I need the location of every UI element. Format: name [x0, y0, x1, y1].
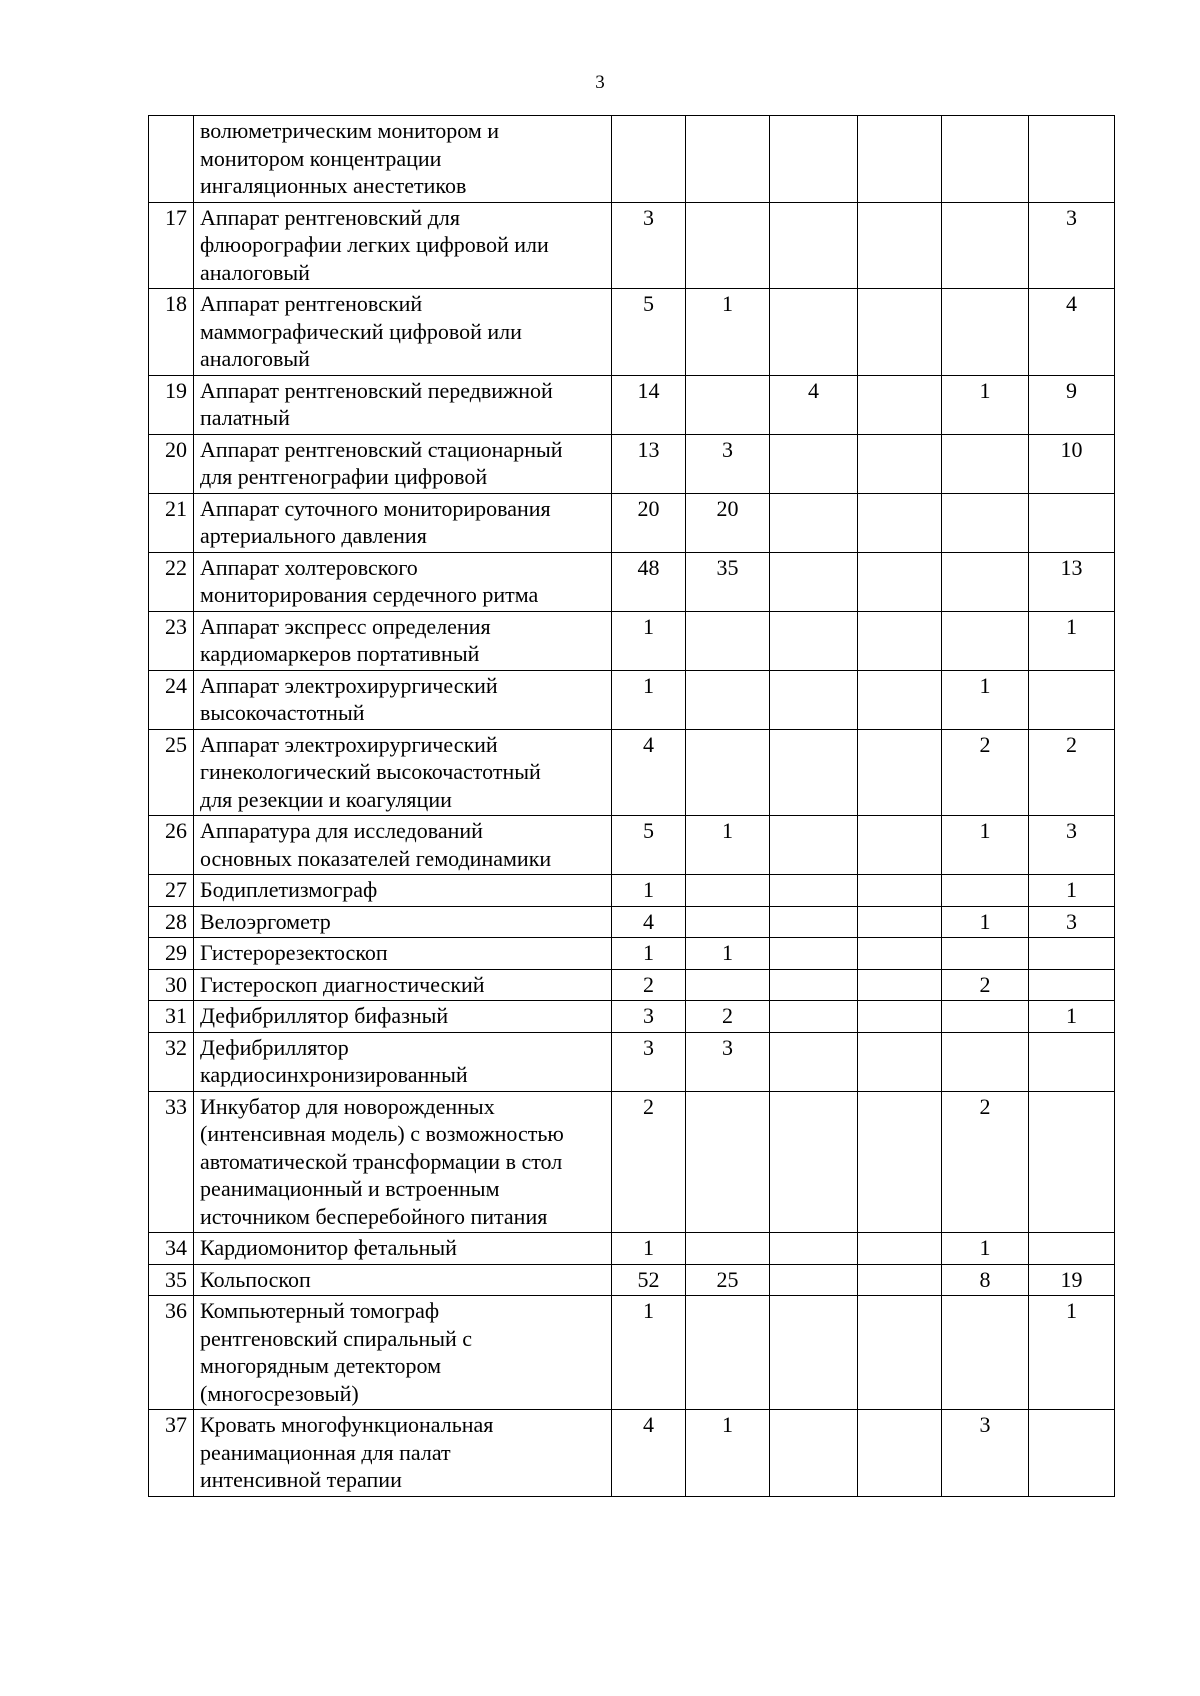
quantity-cell-col-6: 1 [1029, 1296, 1115, 1410]
quantity-cell-col-6: 3 [1029, 816, 1115, 875]
quantity-cell-col-6: 1 [1029, 875, 1115, 907]
equipment-name [194, 202, 612, 289]
quantity-cell-col-5: 1 [942, 1233, 1029, 1265]
row-number: 37 [149, 1410, 194, 1497]
equipment-name [194, 493, 612, 552]
quantity-cell-col-5 [942, 1032, 1029, 1091]
quantity-cell-col-6: 3 [1029, 202, 1115, 289]
table-row [149, 289, 1115, 376]
table-row [149, 552, 1115, 611]
quantity-cell-col-6: 10 [1029, 434, 1115, 493]
quantity-cell-col-1: 5 [612, 816, 686, 875]
row-number: 36 [149, 1296, 194, 1410]
quantity-cell-col-2: 25 [686, 1264, 770, 1296]
quantity-cell-col-4 [858, 116, 942, 203]
equipment-name [194, 1233, 612, 1265]
page-number: 3 [595, 72, 605, 93]
row-number: 25 [149, 729, 194, 816]
quantity-cell-col-1: 13 [612, 434, 686, 493]
row-number: 17 [149, 202, 194, 289]
equipment-name [194, 434, 612, 493]
quantity-cell-col-4 [858, 552, 942, 611]
quantity-cell-col-4 [858, 1296, 942, 1410]
quantity-cell-col-1: 1 [612, 611, 686, 670]
quantity-cell-col-2 [686, 1296, 770, 1410]
quantity-cell-col-1: 1 [612, 1296, 686, 1410]
equipment-name-line: Гистерорезектоскоп [200, 940, 388, 965]
equipment-name [194, 552, 612, 611]
quantity-cell-col-4 [858, 1233, 942, 1265]
quantity-cell-col-2 [686, 1233, 770, 1265]
quantity-cell-col-3 [770, 1296, 858, 1410]
quantity-cell-col-5 [942, 202, 1029, 289]
quantity-cell-col-1: 14 [612, 375, 686, 434]
quantity-cell-col-1: 1 [612, 875, 686, 907]
equipment-name-line: волюметрическим монитором и [200, 118, 500, 143]
quantity-cell-col-3 [770, 116, 858, 203]
equipment-name-line: Аппарат холтеровского [200, 554, 418, 580]
quantity-cell-col-3 [770, 1264, 858, 1296]
quantity-cell-col-1: 48 [612, 552, 686, 611]
quantity-cell-col-5 [942, 1296, 1029, 1410]
equipment-name-line: Кардиомонитор фетальный [200, 1235, 457, 1260]
row-number: 22 [149, 552, 194, 611]
quantity-cell-col-6: 1 [1029, 1001, 1115, 1033]
equipment-name-line: Велоэргометр [200, 908, 331, 934]
equipment-name-line: (многосрезовый) [200, 1380, 359, 1406]
quantity-cell-col-3 [770, 906, 858, 938]
quantity-cell-col-4 [858, 1032, 942, 1091]
equipment-name-line: интенсивной терапии [200, 1467, 402, 1492]
equipment-name [194, 1091, 612, 1233]
quantity-cell-col-5 [942, 611, 1029, 670]
equipment-name-line: Гистероскоп диагностический [200, 971, 485, 997]
table-row [149, 1091, 1115, 1233]
equipment-name [194, 289, 612, 376]
quantity-cell-col-1: 3 [612, 202, 686, 289]
equipment-name-line: Инкубатор для новорожденных [200, 1093, 495, 1119]
quantity-cell-col-3 [770, 289, 858, 376]
equipment-name-line: флюорографии легких цифровой или [200, 232, 549, 257]
equipment-name-line: (интенсивная модель) с возможностью [200, 1121, 564, 1146]
quantity-cell-col-4 [858, 938, 942, 970]
quantity-cell-col-1: 1 [612, 938, 686, 970]
quantity-cell-col-4 [858, 816, 942, 875]
equipment-name-line: многорядным детектором [200, 1353, 442, 1378]
quantity-cell-col-6: 13 [1029, 552, 1115, 611]
quantity-cell-col-3 [770, 1233, 858, 1265]
equipment-name-line: для резекции и коагуляции [200, 786, 452, 812]
equipment-name-line: ингаляционных анестетиков [200, 173, 467, 198]
quantity-cell-col-5 [942, 875, 1029, 907]
table-row [149, 1032, 1115, 1091]
quantity-cell-col-4 [858, 375, 942, 434]
row-number: 31 [149, 1001, 194, 1033]
equipment-name-line: высокочастотный [200, 700, 365, 725]
quantity-cell-col-6: 9 [1029, 375, 1115, 434]
equipment-name-line: реанимационная для палат [200, 1439, 451, 1465]
quantity-cell-col-3: 4 [770, 375, 858, 434]
equipment-name [194, 938, 612, 970]
quantity-cell-col-1: 1 [612, 1233, 686, 1265]
equipment-name-line: Аппарат электрохирургический [200, 672, 498, 698]
equipment-name [194, 906, 612, 938]
quantity-cell-col-5 [942, 116, 1029, 203]
quantity-cell-col-2 [686, 1091, 770, 1233]
equipment-name [194, 375, 612, 434]
row-number: 27 [149, 875, 194, 907]
row-number: 32 [149, 1032, 194, 1091]
quantity-cell-col-3 [770, 875, 858, 907]
quantity-cell-col-5: 1 [942, 670, 1029, 729]
quantity-cell-col-2: 1 [686, 816, 770, 875]
equipment-name-line: основных показателей гемодинамики [200, 845, 552, 871]
equipment-name [194, 729, 612, 816]
quantity-cell-col-1: 4 [612, 1410, 686, 1497]
quantity-cell-col-4 [858, 289, 942, 376]
table-row [149, 729, 1115, 816]
equipment-name [194, 1410, 612, 1497]
quantity-cell-col-3 [770, 969, 858, 1001]
quantity-cell-col-3 [770, 202, 858, 289]
row-number [149, 116, 194, 203]
quantity-cell-col-5: 8 [942, 1264, 1029, 1296]
equipment-table [148, 115, 1115, 1497]
quantity-cell-col-1: 52 [612, 1264, 686, 1296]
equipment-name-line: Дефибриллятор бифазный [200, 1003, 449, 1028]
equipment-name-line: автоматической трансформации в стол [200, 1148, 563, 1174]
equipment-name-line: Аппарат электрохирургический [200, 731, 498, 757]
quantity-cell-col-4 [858, 906, 942, 938]
equipment-name-line: артериального давления [200, 523, 427, 548]
table-row [149, 938, 1115, 970]
quantity-cell-col-6: 4 [1029, 289, 1115, 376]
quantity-cell-col-6 [1029, 670, 1115, 729]
quantity-cell-col-5 [942, 434, 1029, 493]
equipment-name [194, 969, 612, 1001]
equipment-name-line: Аппарат суточного мониторирования [200, 495, 551, 521]
quantity-cell-col-2: 3 [686, 434, 770, 493]
quantity-cell-col-2 [686, 875, 770, 907]
equipment-name [194, 1296, 612, 1410]
quantity-cell-col-2: 1 [686, 938, 770, 970]
quantity-cell-col-3 [770, 1032, 858, 1091]
quantity-cell-col-6 [1029, 1032, 1115, 1091]
equipment-name-line: Аппарат рентгеновский для [200, 204, 460, 230]
equipment-name-line: кардиосинхронизированный [200, 1062, 468, 1087]
equipment-name-line: Кольпоскоп [200, 1266, 311, 1292]
quantity-cell-col-4 [858, 493, 942, 552]
equipment-name-line: Кровать многофункциональная [200, 1412, 494, 1437]
table-row [149, 816, 1115, 875]
table-row [149, 434, 1115, 493]
quantity-cell-col-5 [942, 289, 1029, 376]
row-number: 29 [149, 938, 194, 970]
quantity-cell-col-6: 1 [1029, 611, 1115, 670]
quantity-cell-col-5 [942, 493, 1029, 552]
quantity-cell-col-5: 2 [942, 729, 1029, 816]
equipment-name [194, 1264, 612, 1296]
equipment-name [194, 875, 612, 907]
quantity-cell-col-5 [942, 1001, 1029, 1033]
equipment-name-line: источником бесперебойного питания [200, 1203, 548, 1229]
quantity-cell-col-3 [770, 611, 858, 670]
table-row [149, 1264, 1115, 1296]
quantity-cell-col-5: 2 [942, 1091, 1029, 1233]
quantity-cell-col-1 [612, 116, 686, 203]
equipment-name-line: кардиомаркеров портативный [200, 641, 480, 666]
quantity-cell-col-2: 2 [686, 1001, 770, 1033]
table-row [149, 1296, 1115, 1410]
equipment-name-line: Аппарат рентгеновский стационарный [200, 436, 563, 462]
equipment-name-line: аналоговый [200, 346, 310, 371]
quantity-cell-col-1: 2 [612, 1091, 686, 1233]
equipment-name-line: Компьютерный томограф [200, 1298, 440, 1323]
table-row [149, 969, 1115, 1001]
row-number: 28 [149, 906, 194, 938]
quantity-cell-col-1: 5 [612, 289, 686, 376]
equipment-name-line: реанимационный и встроенным [200, 1176, 500, 1201]
quantity-cell-col-1: 4 [612, 729, 686, 816]
table-row [149, 875, 1115, 907]
row-number: 23 [149, 611, 194, 670]
row-number: 24 [149, 670, 194, 729]
table-row [149, 1233, 1115, 1265]
quantity-cell-col-4 [858, 1410, 942, 1497]
quantity-cell-col-2 [686, 116, 770, 203]
equipment-name-line: палатный [200, 405, 290, 430]
row-number: 19 [149, 375, 194, 434]
row-number: 21 [149, 493, 194, 552]
quantity-cell-col-6 [1029, 1091, 1115, 1233]
quantity-cell-col-4 [858, 875, 942, 907]
quantity-cell-col-6 [1029, 938, 1115, 970]
equipment-name-line: Бодиплетизмограф [200, 877, 378, 902]
quantity-cell-col-1: 20 [612, 493, 686, 552]
quantity-cell-col-3 [770, 816, 858, 875]
quantity-cell-col-1: 3 [612, 1032, 686, 1091]
quantity-cell-col-4 [858, 434, 942, 493]
quantity-cell-col-5: 1 [942, 906, 1029, 938]
quantity-cell-col-6 [1029, 116, 1115, 203]
table-row [149, 493, 1115, 552]
quantity-cell-col-3 [770, 938, 858, 970]
equipment-name [194, 116, 612, 203]
row-number: 35 [149, 1264, 194, 1296]
table-row [149, 202, 1115, 289]
quantity-cell-col-2 [686, 969, 770, 1001]
table-body [149, 116, 1115, 1497]
quantity-cell-col-3 [770, 729, 858, 816]
equipment-name [194, 670, 612, 729]
quantity-cell-col-5 [942, 552, 1029, 611]
quantity-cell-col-6 [1029, 969, 1115, 1001]
row-number: 33 [149, 1091, 194, 1233]
quantity-cell-col-2: 35 [686, 552, 770, 611]
quantity-cell-col-3 [770, 1091, 858, 1233]
quantity-cell-col-5: 1 [942, 816, 1029, 875]
quantity-cell-col-2 [686, 611, 770, 670]
quantity-cell-col-2: 3 [686, 1032, 770, 1091]
quantity-cell-col-4 [858, 1264, 942, 1296]
quantity-cell-col-3 [770, 493, 858, 552]
quantity-cell-col-5: 3 [942, 1410, 1029, 1497]
quantity-cell-col-1: 4 [612, 906, 686, 938]
quantity-cell-col-2 [686, 202, 770, 289]
quantity-cell-col-5: 2 [942, 969, 1029, 1001]
equipment-name-line: рентгеновский спиральный с [200, 1325, 473, 1351]
table-row [149, 906, 1115, 938]
quantity-cell-col-6: 3 [1029, 906, 1115, 938]
quantity-cell-col-4 [858, 969, 942, 1001]
quantity-cell-col-3 [770, 434, 858, 493]
quantity-cell-col-3 [770, 1410, 858, 1497]
quantity-cell-col-6 [1029, 493, 1115, 552]
quantity-cell-col-1: 2 [612, 969, 686, 1001]
quantity-cell-col-4 [858, 670, 942, 729]
equipment-name-line: Аппарат рентгеновский передвижной [200, 377, 553, 403]
quantity-cell-col-2: 20 [686, 493, 770, 552]
quantity-cell-col-1: 1 [612, 670, 686, 729]
equipment-name-line: гинекологический высокочастотный [200, 759, 541, 784]
equipment-name-line: аналоговый [200, 259, 310, 285]
quantity-cell-col-2 [686, 670, 770, 729]
equipment-name-line: монитором концентрации [200, 145, 442, 171]
quantity-cell-col-1: 3 [612, 1001, 686, 1033]
equipment-name-line: Дефибриллятор [200, 1034, 349, 1060]
quantity-cell-col-2 [686, 729, 770, 816]
table-row [149, 670, 1115, 729]
equipment-name-line: маммографический цифровой или [200, 318, 522, 344]
equipment-name-line: для рентгенографии цифровой [200, 464, 488, 489]
equipment-name [194, 611, 612, 670]
row-number: 26 [149, 816, 194, 875]
table-row [149, 1001, 1115, 1033]
row-number: 18 [149, 289, 194, 376]
quantity-cell-col-5: 1 [942, 375, 1029, 434]
table-row [149, 611, 1115, 670]
table-row [149, 1410, 1115, 1497]
equipment-name [194, 1032, 612, 1091]
row-number: 20 [149, 434, 194, 493]
quantity-cell-col-3 [770, 670, 858, 729]
table-row [149, 116, 1115, 203]
equipment-name-line: мониторирования сердечного ритма [200, 582, 539, 607]
equipment-name [194, 1001, 612, 1033]
quantity-cell-col-6: 19 [1029, 1264, 1115, 1296]
quantity-cell-col-4 [858, 611, 942, 670]
quantity-cell-col-2: 1 [686, 289, 770, 376]
quantity-cell-col-6: 2 [1029, 729, 1115, 816]
quantity-cell-col-5 [942, 938, 1029, 970]
quantity-cell-col-6 [1029, 1233, 1115, 1265]
quantity-cell-col-2 [686, 375, 770, 434]
equipment-name-line: Аппаратура для исследований [200, 818, 483, 843]
quantity-cell-col-2 [686, 906, 770, 938]
row-number: 30 [149, 969, 194, 1001]
quantity-cell-col-3 [770, 552, 858, 611]
quantity-cell-col-3 [770, 1001, 858, 1033]
equipment-name-line: Аппарат рентгеновский [200, 291, 423, 316]
row-number: 34 [149, 1233, 194, 1265]
table-row [149, 375, 1115, 434]
equipment-name-line: Аппарат экспресс определения [200, 613, 491, 639]
quantity-cell-col-4 [858, 729, 942, 816]
quantity-cell-col-2: 1 [686, 1410, 770, 1497]
quantity-cell-col-4 [858, 202, 942, 289]
quantity-cell-col-4 [858, 1091, 942, 1233]
quantity-cell-col-4 [858, 1001, 942, 1033]
equipment-name [194, 816, 612, 875]
quantity-cell-col-6 [1029, 1410, 1115, 1497]
